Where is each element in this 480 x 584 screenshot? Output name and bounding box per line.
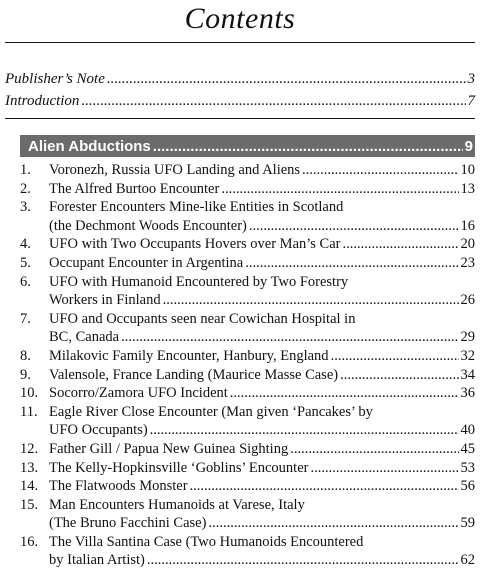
entry-title-line: UFO and Occupants seen near Cowichan Hospital in bbox=[49, 310, 356, 327]
page-title: Contents bbox=[184, 2, 296, 35]
dot-leader bbox=[81, 90, 465, 112]
entry-number: 7. bbox=[20, 310, 31, 327]
entry-page: 20 bbox=[460, 236, 475, 253]
entry-page: 34 bbox=[460, 366, 475, 383]
section-header-alien-abductions[interactable] bbox=[20, 135, 475, 157]
front-matter-entry-publishers-note[interactable] bbox=[5, 68, 475, 90]
toc-entry[interactable] bbox=[20, 198, 475, 235]
entry-title-line: (The Bruno Facchini Case) bbox=[49, 515, 207, 532]
entry-number: 13. bbox=[20, 459, 39, 476]
entry-number: 15. bbox=[20, 496, 39, 513]
entry-number: 12. bbox=[20, 440, 39, 457]
entry-title-line: UFO Occupants) bbox=[49, 422, 148, 439]
section-page: 9 bbox=[464, 137, 473, 155]
entry-page: 45 bbox=[460, 440, 475, 457]
toc-entry[interactable] bbox=[20, 254, 475, 273]
dot-leader bbox=[121, 328, 458, 347]
entry-title-line: BC, Canada bbox=[49, 329, 120, 346]
dot-leader bbox=[340, 366, 458, 385]
toc-entry[interactable] bbox=[20, 347, 475, 366]
entry-page: 29 bbox=[460, 329, 475, 346]
dot-leader bbox=[302, 161, 458, 180]
entry-page: 13 bbox=[460, 180, 475, 197]
toc-entry[interactable] bbox=[20, 161, 475, 180]
entry-title-line: by Italian Artist) bbox=[49, 552, 145, 569]
entry-page: 56 bbox=[460, 478, 475, 495]
entry-number: 2. bbox=[20, 180, 31, 197]
entry-number: 14. bbox=[20, 478, 39, 495]
entry-number: 9. bbox=[20, 366, 31, 383]
entry-page: 26 bbox=[460, 292, 475, 309]
entry-number: 4. bbox=[20, 236, 31, 253]
dot-leader bbox=[310, 459, 458, 478]
entry-title-line: The Alfred Burtoo Encounter bbox=[49, 180, 220, 197]
entry-number: 6. bbox=[20, 273, 31, 290]
entry-title: Introduction bbox=[5, 93, 80, 109]
dot-leader bbox=[221, 180, 458, 199]
entry-number: 1. bbox=[20, 162, 31, 178]
entry-page: 3 bbox=[467, 71, 475, 87]
toc-entry[interactable] bbox=[20, 496, 475, 533]
toc-entry[interactable] bbox=[20, 273, 475, 310]
dot-leader bbox=[107, 68, 466, 90]
dot-leader bbox=[208, 514, 458, 533]
dot-leader bbox=[230, 384, 459, 403]
toc-entry[interactable] bbox=[20, 384, 475, 403]
entry-number: 8. bbox=[20, 347, 31, 364]
entry-title-line: Father Gill / Papua New Guinea Sighting bbox=[49, 440, 289, 457]
front-matter-entry-introduction[interactable] bbox=[5, 90, 475, 112]
entry-page: 23 bbox=[460, 254, 475, 271]
dot-leader bbox=[190, 477, 459, 496]
entry-page: 40 bbox=[460, 422, 475, 439]
entry-page: 16 bbox=[460, 217, 475, 234]
entry-page: 7 bbox=[467, 93, 475, 109]
dot-leader bbox=[249, 217, 459, 236]
toc-entry[interactable] bbox=[20, 235, 475, 254]
entry-page: 59 bbox=[460, 515, 475, 532]
entry-title-line: UFO with Two Occupants Hovers over Man’s Car bbox=[49, 236, 341, 253]
entry-title-line: Forester Encounters Mine-like Entities in Scotland bbox=[49, 199, 344, 216]
entry-title-line: UFO with Humanoid Encountered by Two Forestry bbox=[49, 273, 349, 290]
entry-number: 16. bbox=[20, 533, 39, 550]
entry-title-line: Eagle River Close Encounter (Man given ‘Pancakes’ by bbox=[49, 403, 373, 420]
toc-entry[interactable] bbox=[20, 366, 475, 385]
dot-leader bbox=[343, 235, 459, 254]
entry-page: 32 bbox=[460, 347, 475, 364]
toc-entry[interactable] bbox=[20, 180, 475, 199]
dot-leader bbox=[147, 551, 459, 570]
toc-entry[interactable] bbox=[20, 533, 475, 570]
entry-title-line: (the Dechmont Woods Encounter) bbox=[49, 217, 247, 234]
section-title: Alien Abductions bbox=[28, 137, 151, 155]
toc-entry[interactable] bbox=[20, 310, 475, 347]
title-rule bbox=[5, 42, 475, 43]
entry-title-line: The Flatwoods Monster bbox=[49, 478, 188, 495]
entry-page: 36 bbox=[460, 385, 475, 402]
toc-entry[interactable] bbox=[20, 440, 475, 459]
toc-entry[interactable] bbox=[20, 477, 475, 496]
entry-number: 5. bbox=[20, 254, 31, 271]
entry-title-line: Valensole, France Landing (Maurice Masse Case) bbox=[49, 366, 339, 383]
entry-number: 11. bbox=[20, 403, 38, 420]
dot-leader bbox=[245, 254, 458, 273]
entry-page: 53 bbox=[460, 459, 475, 476]
entry-title: Publisher’s Note bbox=[5, 71, 105, 87]
dot-leader bbox=[331, 347, 459, 366]
dot-leader bbox=[153, 138, 463, 155]
entry-title-line: Socorro/Zamora UFO Incident bbox=[49, 385, 228, 402]
entry-title-line: Occupant Encounter in Argentina bbox=[49, 254, 244, 271]
entry-title-line: Workers in Finland bbox=[49, 292, 161, 309]
entry-number: 3. bbox=[20, 199, 31, 216]
table-of-contents bbox=[20, 161, 475, 570]
entry-page: 62 bbox=[460, 552, 475, 569]
entry-title-line: Voronezh, Russia UFO Landing and Aliens bbox=[49, 162, 301, 178]
entry-title-line: The Villa Santina Case (Two Humanoids Encountered bbox=[49, 533, 364, 550]
entry-page: 10 bbox=[460, 162, 475, 178]
dot-leader bbox=[150, 421, 459, 440]
entry-title-line: The Kelly-Hopkinsville ‘Goblins’ Encounter bbox=[49, 459, 309, 476]
dot-leader bbox=[290, 440, 458, 459]
section-rule bbox=[5, 118, 475, 119]
entry-number: 10. bbox=[20, 385, 39, 402]
toc-entry[interactable] bbox=[20, 459, 475, 478]
toc-entry[interactable] bbox=[20, 403, 475, 440]
entry-title-line: Man Encounters Humanoids at Varese, Italy bbox=[49, 496, 305, 513]
dot-leader bbox=[163, 291, 459, 310]
entry-title-line: Milakovic Family Encounter, Hanbury, England bbox=[49, 347, 329, 364]
